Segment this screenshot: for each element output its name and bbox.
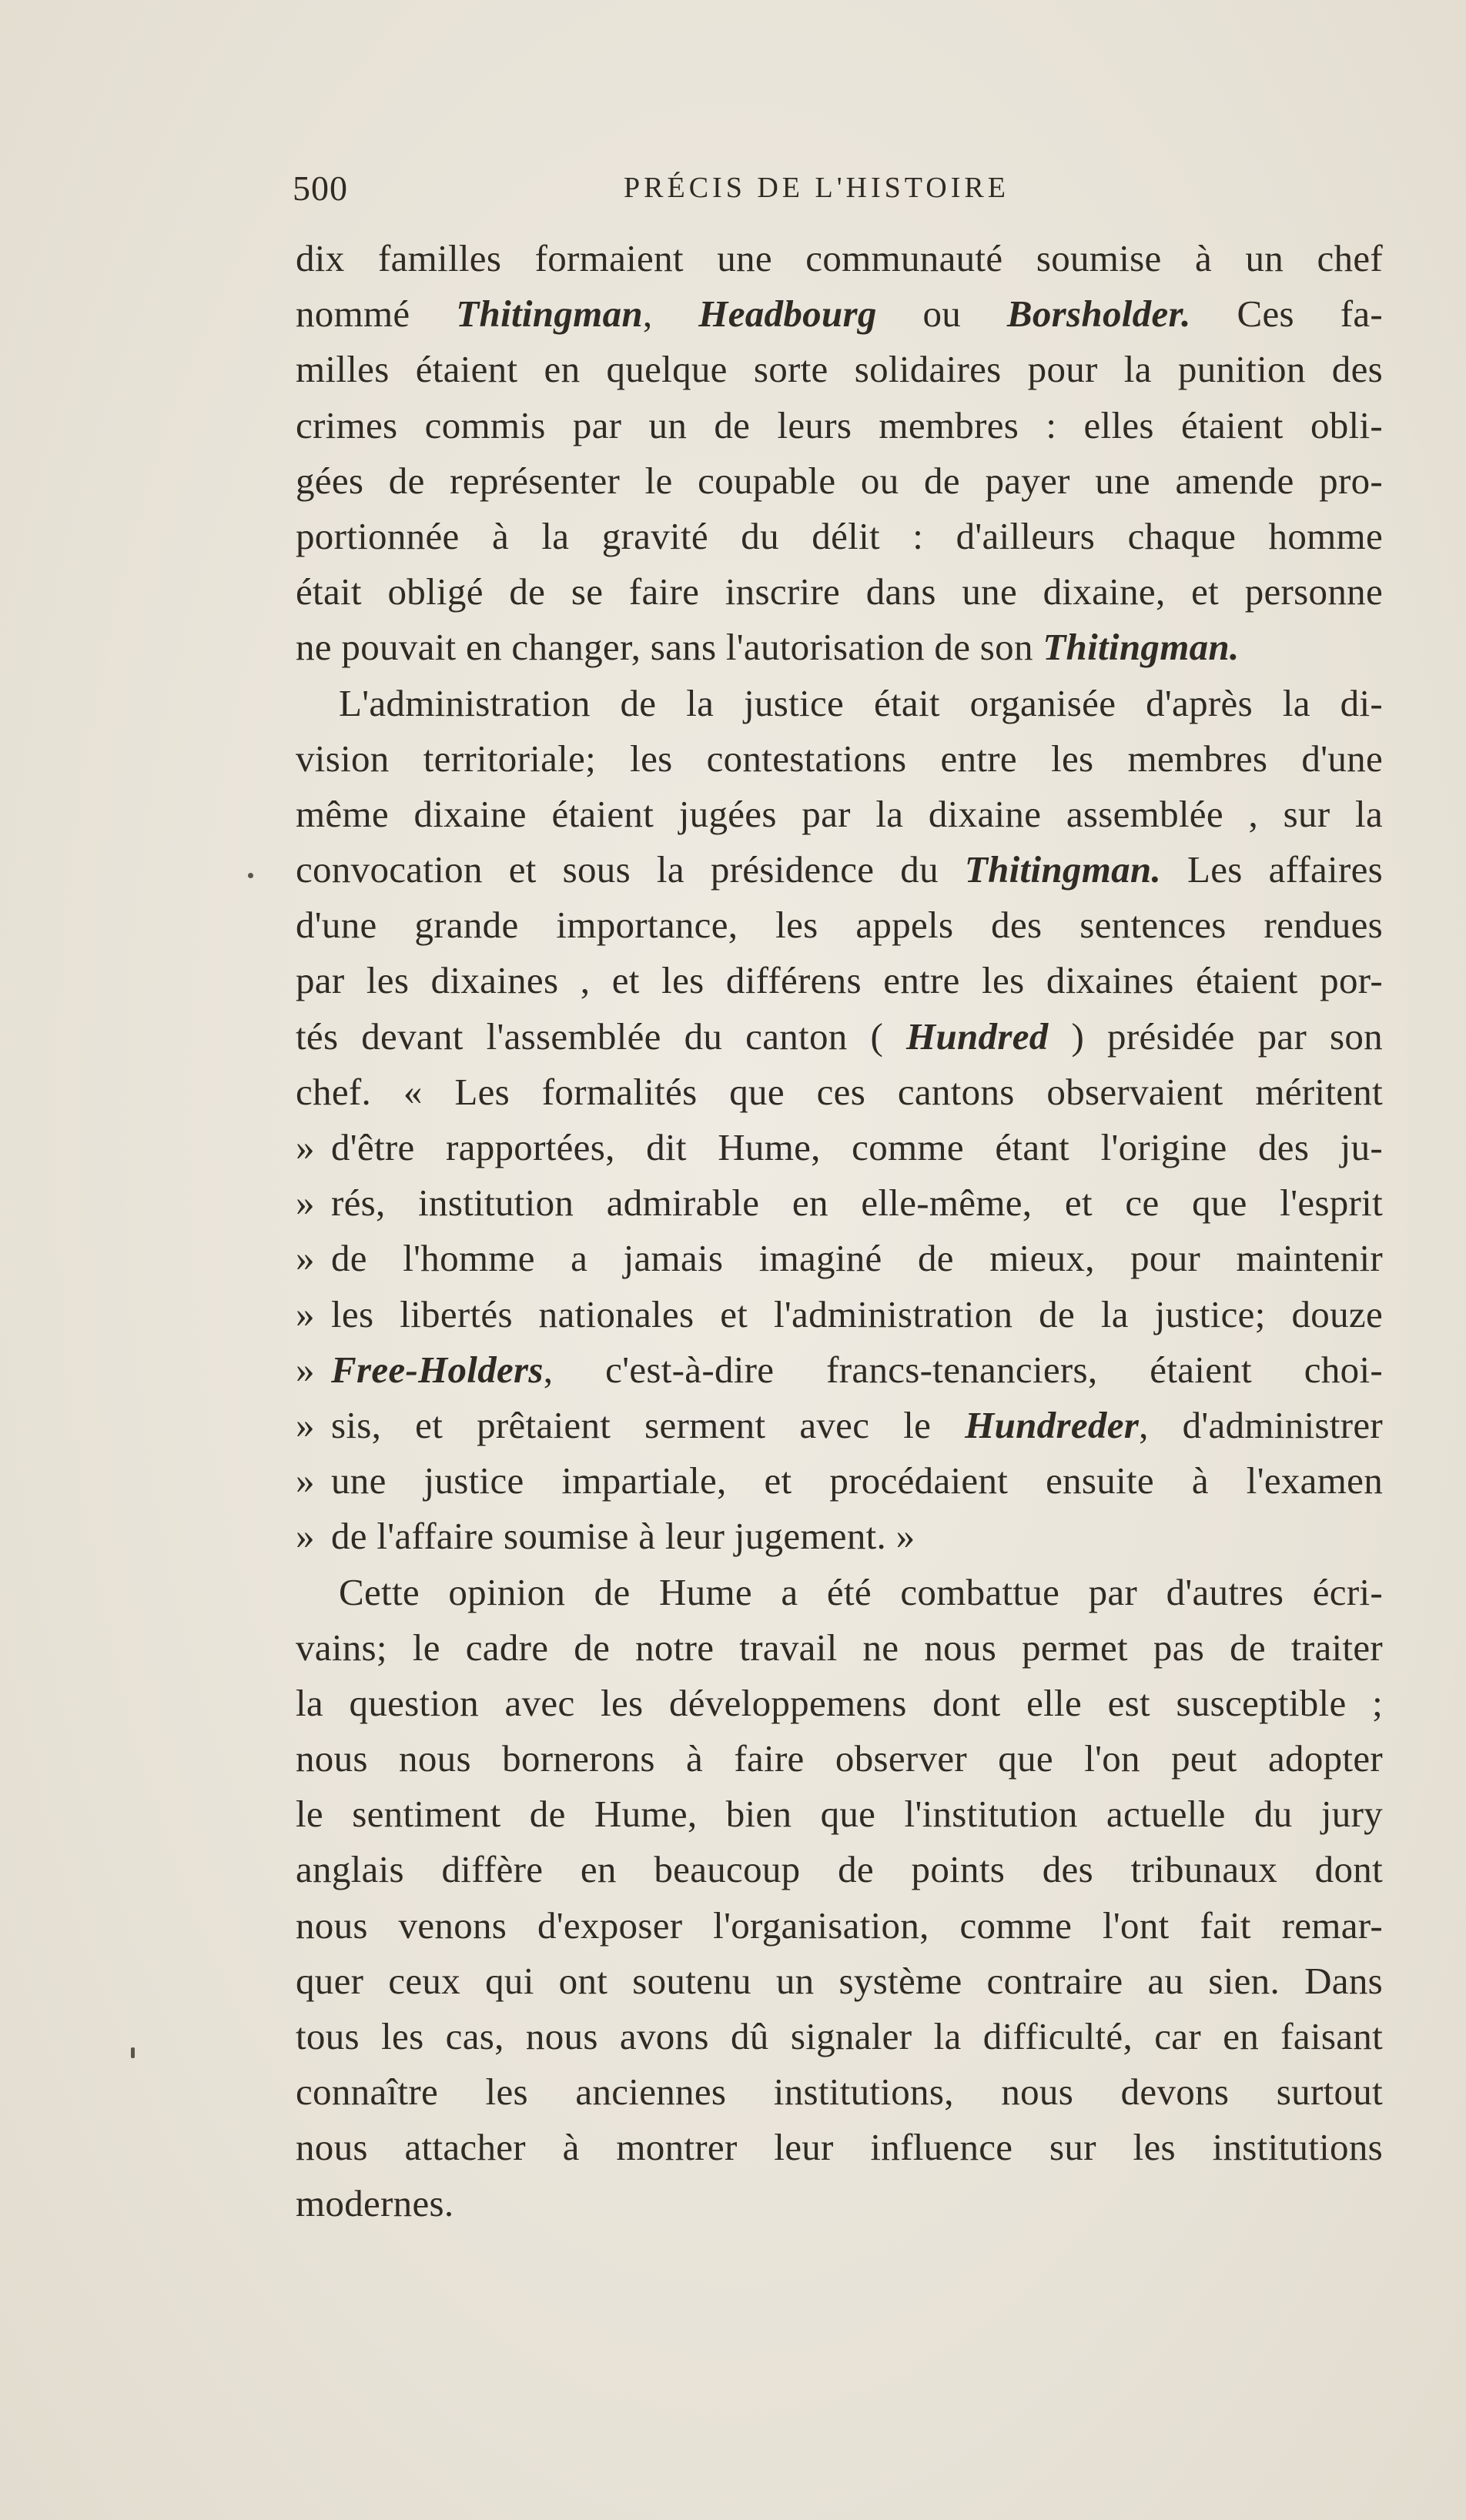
quote-mark: »	[296, 1348, 315, 1391]
text-run: sis, et prêtaient serment avec le	[331, 1403, 966, 1446]
text-run: gées de représenter le coupable ou de payer une amende pro-	[296, 459, 1383, 502]
text-run: dix familles formaient une communauté soumise à un chef	[296, 237, 1383, 279]
text-run: nous nous bornerons à faire observer que l'on peut adopter	[296, 1737, 1383, 1780]
text-run: Cette opinion de Hume a été combattue par d'autres écri-	[339, 1570, 1383, 1613]
text-line	[296, 286, 1383, 342]
text-run: ) présidée par son	[1048, 1014, 1383, 1058]
quote-mark: »	[296, 1126, 315, 1168]
text-run: ne pouvait en changer, sans l'autorisation de son	[296, 626, 1043, 669]
text-line	[296, 787, 1383, 842]
paper-speck	[248, 873, 253, 878]
text-run: chef. « Les formalités que ces cantons observaient méritent	[296, 1070, 1383, 1113]
text-run: d'une grande importance, les appels des sentences rendues	[296, 904, 1383, 947]
text-run: vision territoriale; les contestations entre les membres d'une	[296, 737, 1383, 780]
italic-term: Hundreder	[965, 1403, 1140, 1446]
text-run: convocation et sous la présidence du	[296, 848, 965, 891]
text-line	[296, 1064, 1383, 1120]
text-line	[296, 620, 1383, 675]
text-run: nous attacher à montrer leur influence sur les institutions	[296, 2126, 1383, 2169]
text-line	[296, 231, 1383, 286]
text-run: Les affaires	[1161, 848, 1383, 891]
text-run: Ces fa-	[1190, 292, 1384, 336]
text-run: L'administration de la justice était organisée d'après la di-	[339, 681, 1383, 724]
text-line	[296, 953, 1383, 1008]
italic-term: Thitingman.	[964, 848, 1162, 891]
text-run: les libertés nationales et l'administration de la justice; douze	[331, 1292, 1383, 1335]
text-line	[296, 398, 1383, 453]
body-text	[296, 231, 1383, 2231]
text-line	[296, 842, 1383, 897]
text-line	[296, 1898, 1383, 1954]
text-run: de l'homme a jamais imaginé de mieux, pour maintenir	[331, 1237, 1383, 1280]
text-run: d'être rapportées, dit Hume, comme étant l'origine des ju-	[331, 1126, 1383, 1168]
text-line	[296, 342, 1383, 397]
text-line	[296, 1175, 1383, 1231]
text-run: nous venons d'exposer l'organisation, comme l'ont fait remar-	[296, 1903, 1383, 1947]
text-line	[296, 1565, 1383, 1620]
text-line	[296, 2176, 1383, 2231]
text-run: le sentiment de Hume, bien que l'institution actuelle du jury	[296, 1793, 1383, 1836]
italic-term: Borsholder.	[1006, 292, 1191, 336]
page-number: 500	[293, 169, 348, 208]
text-run: quer ceux qui ont soutenu un système contraire au sien. Dans	[296, 1959, 1383, 2002]
text-line	[296, 1398, 1383, 1453]
text-run: ou	[876, 292, 1007, 336]
text-line	[296, 1009, 1383, 1064]
text-run: , c'est-à-dire francs-tenanciers, étaient choi-	[543, 1348, 1383, 1391]
text-run: rés, institution admirable en elle-même, et ce que l'esprit	[331, 1181, 1383, 1225]
text-run: connaître les anciennes institutions, nous devons surtout	[296, 2070, 1383, 2114]
text-run: une justice impartiale, et procédaient ensuite à l'examen	[331, 1459, 1383, 1502]
text-line	[296, 1231, 1383, 1286]
quote-mark: »	[296, 1181, 315, 1225]
italic-term: Headbourg	[698, 292, 877, 336]
text-line	[296, 1509, 1383, 1564]
text-run: nommé	[296, 292, 457, 336]
text-line	[296, 564, 1383, 620]
quote-mark: »	[296, 1237, 315, 1280]
text-line	[296, 2064, 1383, 2120]
quote-mark: »	[296, 1292, 315, 1335]
text-line	[296, 1287, 1383, 1342]
text-run: tous les cas, nous avons dû signaler la difficulté, car en faisant	[296, 2015, 1383, 2057]
text-run: ,	[642, 292, 699, 336]
text-line	[296, 2120, 1383, 2175]
text-run: tés devant l'assemblée du canton (	[296, 1014, 907, 1058]
text-run: par les dixaines , et les différens entre les dixaines étaient por-	[296, 959, 1383, 1002]
text-line	[296, 1453, 1383, 1509]
text-run: anglais diffère en beaucoup de points des tribunaux dont	[296, 1848, 1383, 1891]
text-line	[296, 1731, 1383, 1786]
text-line	[296, 1842, 1383, 1897]
text-line	[296, 1342, 1383, 1398]
text-line	[296, 676, 1383, 731]
text-line	[296, 731, 1383, 787]
quote-mark: »	[296, 1459, 315, 1502]
paper-speck	[131, 2047, 135, 2058]
text-run: modernes.	[296, 2181, 454, 2224]
italic-term: Thitingman.	[1043, 626, 1240, 669]
text-line	[296, 1786, 1383, 1842]
italic-term: Hundred	[906, 1014, 1049, 1058]
page-header	[293, 168, 1386, 214]
text-line	[296, 1120, 1383, 1175]
text-line	[296, 453, 1383, 509]
text-line	[296, 1676, 1383, 1731]
text-run: , d'administrer	[1139, 1403, 1384, 1446]
text-line	[296, 1954, 1383, 2009]
text-line	[296, 509, 1383, 564]
quote-mark: »	[296, 1403, 315, 1446]
italic-term: Thitingman	[456, 292, 643, 336]
text-run: la question avec les développemens dont elle est susceptible ;	[296, 1681, 1383, 1724]
text-run: de l'affaire soumise à leur jugement. »	[331, 1515, 915, 1558]
text-run: était obligé de se faire inscrire dans une dixaine, et personne	[296, 570, 1383, 613]
running-head: PRÉCIS DE L'HISTOIRE	[624, 172, 1009, 204]
text-run: vains; le cadre de notre travail ne nous permet pas de traiter	[296, 1626, 1383, 1669]
text-line	[296, 2009, 1383, 2064]
text-run: crimes commis par un de leurs membres : elles étaient obli-	[296, 403, 1383, 446]
text-run: milles étaient en quelque sorte solidaires pour la punition des	[296, 348, 1383, 391]
text-run: portionnée à la gravité du délit : d'ailleurs chaque homme	[296, 514, 1383, 557]
italic-term: Free-Holders	[331, 1348, 544, 1391]
text-run: même dixaine étaient jugées par la dixaine assemblée , sur la	[296, 792, 1383, 835]
text-line	[296, 1620, 1383, 1676]
text-line	[296, 897, 1383, 953]
quote-mark: »	[296, 1515, 315, 1558]
